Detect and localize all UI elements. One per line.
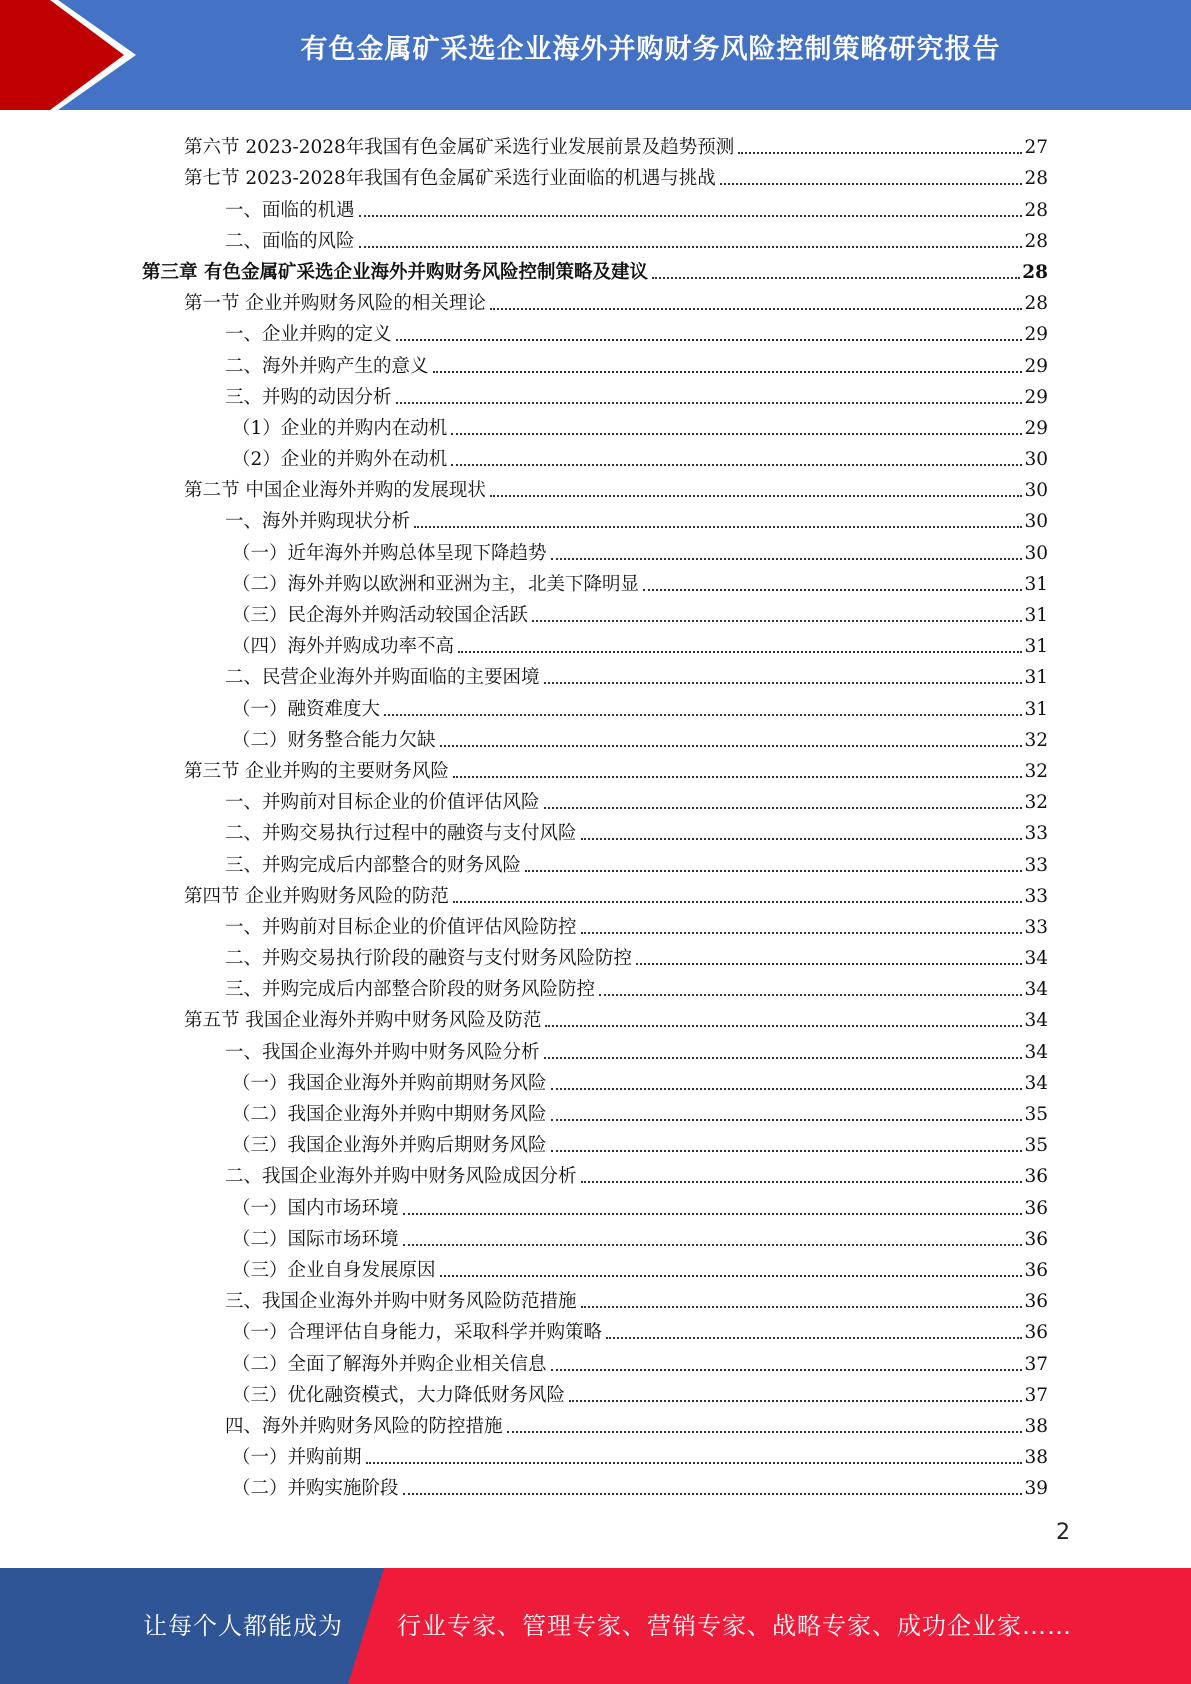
toc-entry[interactable] (142, 1220, 1048, 1251)
toc-entry[interactable] (142, 440, 1048, 471)
toc-leader-dots (738, 151, 1022, 154)
toc-entry-page: 34 (1024, 1072, 1048, 1094)
toc-entry-label: （二）我国企业海外并购中期财务风险 (232, 1104, 547, 1125)
toc-entry-page: 29 (1024, 355, 1048, 377)
toc-entry-label: 三、并购的动因分析 (225, 386, 392, 408)
toc-entry[interactable] (142, 1344, 1048, 1375)
toc-leader-dots (451, 432, 1022, 435)
toc-entry[interactable] (142, 1438, 1048, 1469)
toc-leader-dots (366, 1461, 1023, 1464)
toc-entry-label: （二）海外并购以欧洲和亚洲为主，北美下降明显 (232, 573, 640, 595)
toc-leader-dots (414, 525, 1022, 528)
toc-entry-label: （二）全面了解海外并购企业相关信息 (232, 1353, 547, 1375)
toc-entry-page: 30 (1024, 542, 1048, 564)
toc-leader-dots (440, 744, 1023, 747)
toc-entry[interactable] (142, 1469, 1048, 1500)
toc-entry-page: 28 (1024, 168, 1048, 190)
toc-entry-label: （三）企业自身发展原因 (232, 1259, 436, 1281)
toc-entry[interactable] (142, 721, 1048, 752)
toc-leader-dots (396, 401, 1023, 404)
toc-entry[interactable] (142, 1064, 1048, 1095)
toc-entry[interactable] (142, 1407, 1048, 1438)
toc-entry-label: 第四节 企业并购财务风险的防范 (184, 885, 449, 907)
toc-entry-page: 33 (1024, 823, 1048, 845)
toc-entry[interactable] (142, 814, 1048, 845)
header-arrow-decoration (0, 0, 160, 110)
toc-entry-page: 36 (1024, 1291, 1048, 1313)
toc-entry[interactable] (142, 1032, 1048, 1063)
toc-entry-page: 28 (1022, 261, 1048, 283)
toc-entry-label: （三）民企海外并购活动较国企活跃 (232, 605, 529, 626)
toc-entry-page: 34 (1024, 1010, 1048, 1032)
toc-entry[interactable] (142, 471, 1048, 502)
toc-entry-label: 一、企业并购的定义 (225, 324, 392, 346)
toc-entry-page: 31 (1024, 605, 1048, 626)
toc-entry-label: 第七节 2023-2028年我国有色金属矿采选行业面临的机遇与挑战 (184, 168, 716, 190)
toc-entry-label: （一）国内市场环境 (232, 1197, 399, 1219)
toc-entry-page: 34 (1024, 1041, 1048, 1063)
toc-leader-dots (525, 869, 1022, 872)
toc-leader-dots (453, 775, 1023, 778)
toc-leader-dots (544, 1056, 1023, 1059)
toc-entry-label: （一）融资难度大 (232, 698, 381, 720)
toc-entry[interactable] (142, 1282, 1048, 1313)
toc-entry-label: 三、我国企业海外并购中财务风险防范措施 (225, 1291, 577, 1313)
toc-leader-dots (507, 1430, 1023, 1433)
toc-entry[interactable] (142, 1376, 1048, 1407)
toc-leader-dots (544, 681, 1023, 684)
toc-entry[interactable] (142, 222, 1048, 253)
toc-leader-dots (451, 463, 1022, 466)
toc-entry-page: 35 (1024, 1135, 1048, 1157)
toc-leader-dots (384, 713, 1022, 716)
toc-entry-label: （一）近年海外并购总体呈现下降趋势 (232, 542, 547, 564)
toc-entry[interactable] (142, 284, 1048, 315)
toc-entry[interactable] (142, 159, 1048, 190)
toc-leader-dots (720, 182, 1023, 185)
toc-entry[interactable] (142, 533, 1048, 564)
toc-leader-dots (532, 619, 1022, 622)
toc-entry-page: 31 (1024, 636, 1048, 658)
toc-entry-page: 30 (1024, 449, 1048, 471)
toc-leader-dots (551, 1149, 1023, 1152)
toc-entry-label: 二、并购交易执行阶段的融资与支付财务风险防控 (225, 948, 633, 970)
toc-entry-label: （二）国际市场环境 (232, 1228, 399, 1250)
toc-leader-dots (490, 307, 1023, 310)
toc-entry[interactable] (142, 253, 1048, 284)
toc-leader-dots (652, 276, 1020, 279)
toc-entry-page: 27 (1024, 137, 1048, 159)
toc-entry-label: （1）企业的并购内在动机 (232, 417, 448, 439)
toc-leader-dots (490, 494, 1023, 497)
table-of-contents (142, 128, 1048, 1500)
page-header (0, 0, 1191, 110)
toc-leader-dots (403, 1492, 1023, 1495)
toc-entry-label: 三、并购完成后内部整合阶段的财务风险防控 (225, 979, 596, 1001)
toc-leader-dots (606, 1336, 1022, 1339)
toc-entry[interactable] (142, 1251, 1048, 1282)
page-footer (0, 1568, 1191, 1684)
toc-entry-page: 36 (1024, 1322, 1048, 1344)
toc-entry[interactable] (142, 315, 1048, 346)
toc-leader-dots (636, 962, 1022, 965)
toc-entry-label: （一）并购前期 (232, 1447, 362, 1469)
toc-leader-dots (643, 588, 1022, 591)
toc-entry-label: （2）企业的并购外在动机 (232, 449, 448, 471)
toc-entry-label: 二、海外并购产生的意义 (225, 355, 429, 377)
toc-entry-page: 36 (1024, 1228, 1048, 1250)
toc-entry-page: 33 (1024, 885, 1048, 907)
toc-entry-page: 34 (1024, 979, 1048, 1001)
toc-entry-page: 39 (1024, 1478, 1048, 1500)
toc-entry[interactable] (142, 565, 1048, 596)
toc-entry-page: 30 (1024, 511, 1048, 533)
toc-leader-dots (403, 1243, 1023, 1246)
toc-entry-label: （一）我国企业海外并购前期财务风险 (232, 1072, 547, 1094)
toc-leader-dots (569, 1399, 1022, 1402)
toc-entry[interactable] (142, 689, 1048, 720)
toc-entry[interactable] (142, 409, 1048, 440)
toc-entry[interactable] (142, 658, 1048, 689)
toc-leader-dots (599, 993, 1022, 996)
page-number: 2 (1056, 1520, 1070, 1545)
toc-entry-label: （四）海外并购成功率不高 (232, 636, 455, 658)
toc-entry-label: （三）优化融资模式，大力降低财务风险 (232, 1384, 566, 1406)
toc-entry-label: 二、面临的风险 (225, 230, 355, 252)
toc-entry-page: 32 (1024, 760, 1048, 782)
toc-entry-label: （二）财务整合能力欠缺 (232, 729, 436, 751)
toc-leader-dots (581, 1180, 1023, 1183)
toc-entry-page: 33 (1024, 854, 1048, 876)
toc-entry[interactable] (142, 1188, 1048, 1219)
toc-entry-label: 一、并购前对目标企业的价值评估风险防控 (225, 916, 577, 938)
toc-entry-page: 32 (1024, 792, 1048, 814)
toc-entry-label: 四、海外并购财务风险的防控措施 (225, 1415, 503, 1437)
toc-entry[interactable] (142, 346, 1048, 377)
toc-entry-page: 30 (1024, 480, 1048, 502)
toc-entry-label: 第三章 有色金属矿采选企业海外并购财务风险控制策略及建议 (142, 261, 648, 283)
toc-entry-label: 一、并购前对目标企业的价值评估风险 (225, 792, 540, 814)
toc-leader-dots (396, 338, 1023, 341)
toc-leader-dots (440, 1274, 1023, 1277)
toc-leader-dots (581, 1305, 1023, 1308)
toc-leader-dots (433, 370, 1023, 373)
toc-entry-page: 38 (1024, 1447, 1048, 1469)
toc-entry[interactable] (142, 378, 1048, 409)
toc-entry[interactable] (142, 1157, 1048, 1188)
toc-leader-dots (551, 1087, 1023, 1090)
toc-entry-page: 31 (1024, 698, 1048, 720)
toc-entry-page: 37 (1024, 1384, 1048, 1406)
toc-leader-dots (551, 557, 1023, 560)
toc-leader-dots (544, 806, 1023, 809)
toc-entry-label: （三）我国企业海外并购后期财务风险 (232, 1135, 547, 1157)
toc-leader-dots (453, 900, 1023, 903)
toc-entry[interactable] (142, 783, 1048, 814)
toc-leader-dots (581, 931, 1023, 934)
footer-slogan-right: 行业专家、管理专家、营销专家、战略专家、成功企业家…… (397, 1612, 1072, 1640)
toc-entry[interactable] (142, 877, 1048, 908)
toc-entry-label: （一）合理评估自身能力，采取科学并购策略 (232, 1322, 603, 1344)
toc-entry-label: 一、面临的机遇 (225, 199, 355, 221)
toc-entry[interactable] (142, 1126, 1048, 1157)
toc-entry[interactable] (142, 939, 1048, 970)
toc-entry-page: 37 (1024, 1353, 1048, 1375)
toc-entry-page: 36 (1024, 1197, 1048, 1219)
toc-entry-page: 29 (1024, 417, 1048, 439)
toc-entry-page: 28 (1024, 230, 1048, 252)
toc-leader-dots (581, 837, 1023, 840)
toc-entry-page: 28 (1024, 199, 1048, 221)
toc-entry-label: （二）并购实施阶段 (232, 1478, 399, 1500)
toc-leader-dots (458, 650, 1022, 653)
toc-entry-label: 二、民营企业海外并购面临的主要困境 (225, 667, 540, 689)
toc-leader-dots (359, 214, 1023, 217)
toc-leader-dots (403, 1212, 1023, 1215)
toc-entry-page: 36 (1024, 1259, 1048, 1281)
toc-entry[interactable] (142, 845, 1048, 876)
toc-entry-page: 36 (1024, 1166, 1048, 1188)
toc-entry-label: 一、我国企业海外并购中财务风险分析 (225, 1041, 540, 1063)
toc-entry-page: 32 (1024, 729, 1048, 751)
toc-entry-label: 第六节 2023-2028年我国有色金属矿采选行业发展前景及趋势预测 (184, 137, 735, 159)
toc-entry-label: 第二节 中国企业海外并购的发展现状 (184, 480, 486, 502)
toc-entry[interactable] (142, 627, 1048, 658)
toc-entry-page: 38 (1024, 1415, 1048, 1437)
toc-entry-page: 33 (1024, 916, 1048, 938)
toc-entry[interactable] (142, 752, 1048, 783)
toc-entry-page: 35 (1024, 1104, 1048, 1125)
toc-entry-page: 29 (1024, 386, 1048, 408)
toc-entry-label: 三、并购完成后内部整合的财务风险 (225, 854, 522, 876)
toc-entry[interactable] (142, 970, 1048, 1001)
toc-leader-dots (359, 245, 1023, 248)
toc-entry[interactable] (142, 128, 1048, 159)
toc-entry[interactable] (142, 1313, 1048, 1344)
toc-entry[interactable] (142, 1001, 1048, 1032)
toc-leader-dots (545, 1024, 1022, 1027)
toc-entry-page: 31 (1024, 573, 1048, 595)
toc-entry[interactable] (142, 596, 1048, 627)
toc-entry-label: 二、我国企业海外并购中财务风险成因分析 (225, 1166, 577, 1188)
toc-entry-page: 28 (1024, 293, 1048, 315)
toc-entry[interactable] (142, 190, 1048, 221)
toc-entry[interactable] (142, 908, 1048, 939)
toc-entry-label: 第五节 我国企业海外并购中财务风险及防范 (184, 1010, 542, 1032)
toc-entry-page: 29 (1024, 324, 1048, 346)
report-title: 有色金属矿采选企业海外并购财务风险控制策略研究报告 (300, 34, 1001, 65)
toc-entry-label: 二、并购交易执行过程中的融资与支付风险 (225, 823, 577, 845)
footer-slogan-left: 让每个人都能成为 (143, 1612, 343, 1640)
toc-entry-label: 第一节 企业并购财务风险的相关理论 (184, 293, 486, 315)
toc-leader-dots (551, 1368, 1023, 1371)
toc-entry[interactable] (142, 502, 1048, 533)
toc-entry-page: 31 (1024, 667, 1048, 689)
toc-entry[interactable] (142, 1095, 1048, 1126)
toc-entry-label: 第三节 企业并购的主要财务风险 (184, 760, 449, 782)
toc-leader-dots (551, 1118, 1023, 1121)
toc-entry-label: 一、海外并购现状分析 (225, 511, 411, 533)
toc-entry-page: 34 (1024, 948, 1048, 970)
